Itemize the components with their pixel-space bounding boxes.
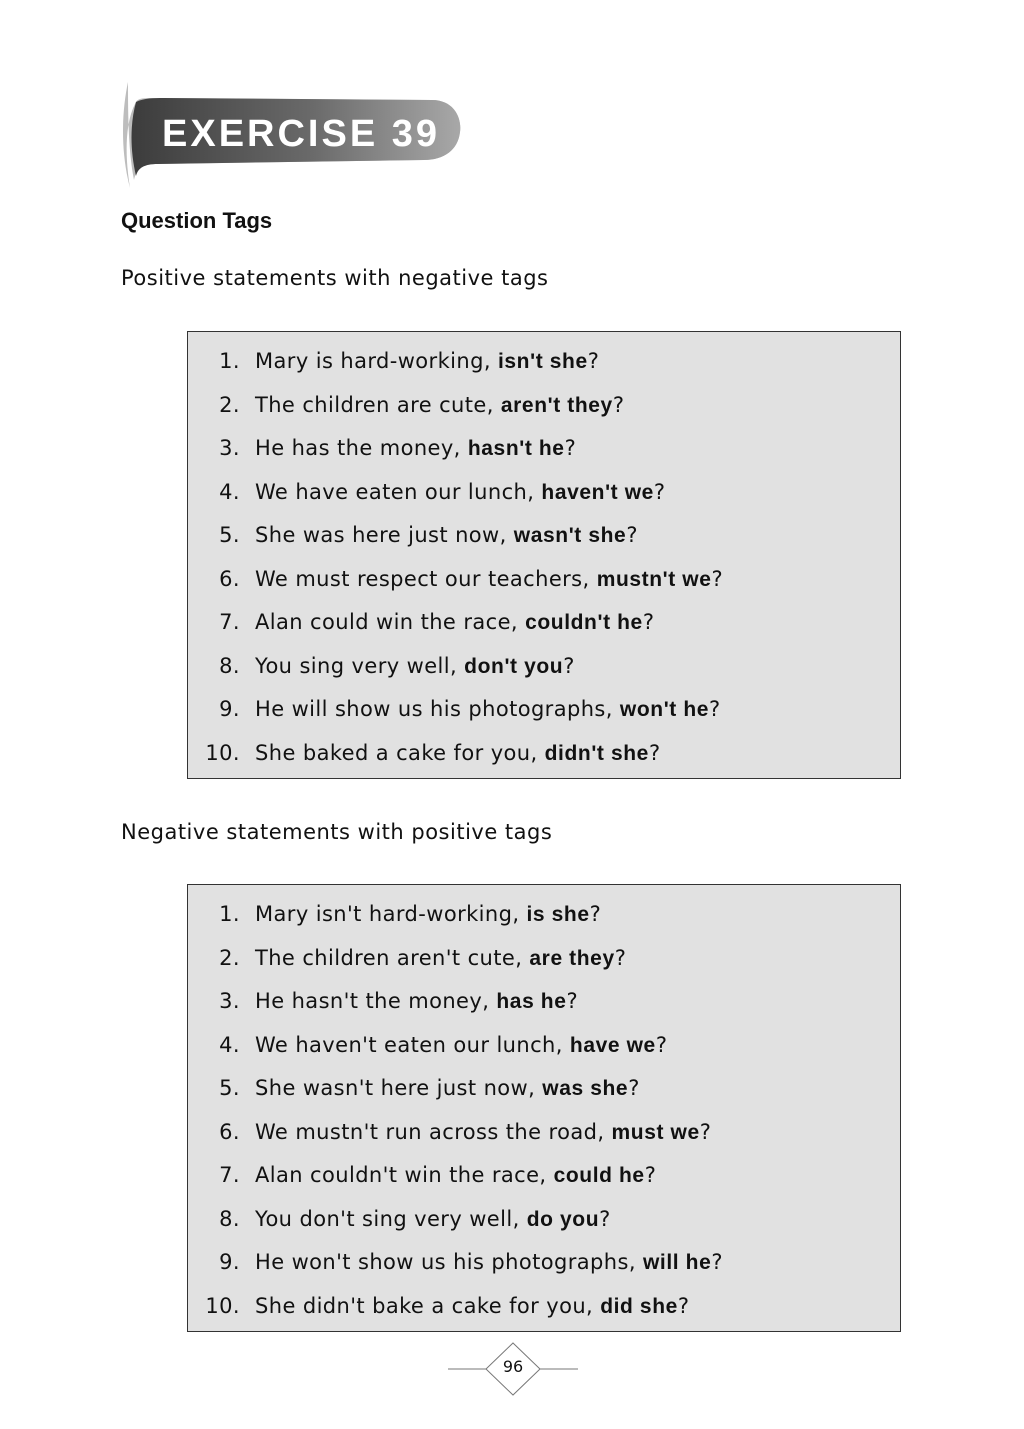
- item-number: 8.: [219, 653, 240, 678]
- list-item: [188, 433, 902, 463]
- question-tag: could he: [553, 1164, 645, 1187]
- item-number: 7.: [219, 1163, 240, 1187]
- item-sentence: [255, 433, 576, 464]
- question-mark: ?: [709, 697, 721, 721]
- question-tag: mustn't we: [596, 567, 712, 591]
- item-number: 9.: [219, 697, 240, 721]
- list-item: [188, 651, 902, 681]
- question-mark: ?: [653, 479, 666, 504]
- statement-text: We haven't eaten our lunch,: [255, 1032, 570, 1057]
- item-sentence: [255, 1073, 640, 1104]
- list-item: [188, 694, 902, 724]
- question-mark: ?: [677, 1293, 690, 1318]
- item-sentence: [255, 477, 665, 508]
- question-mark: ?: [699, 1119, 712, 1144]
- question-mark: ?: [566, 989, 579, 1013]
- question-mark: ?: [564, 436, 577, 460]
- positive-tags-box: [187, 331, 901, 779]
- statement-text: You sing very well,: [255, 653, 465, 678]
- question-mark: ?: [587, 349, 600, 373]
- question-tag: must we: [611, 1120, 700, 1144]
- statement-text: Alan couldn't win the race,: [255, 1163, 554, 1187]
- page-number: 96: [502, 1357, 524, 1376]
- list-item: [188, 477, 902, 507]
- statement-text: We mustn't run across the road,: [255, 1119, 612, 1144]
- statement-text: You don't sing very well,: [255, 1206, 527, 1231]
- list-item: [188, 1204, 902, 1234]
- item-sentence: [255, 694, 721, 725]
- item-number: 6.: [219, 1119, 240, 1144]
- question-mark: ?: [644, 1163, 657, 1187]
- question-tag: don't you: [464, 654, 564, 678]
- question-mark: ?: [628, 1076, 640, 1100]
- question-tag: aren't they: [500, 393, 613, 417]
- question-tag: is she: [526, 903, 590, 926]
- item-sentence: [255, 1291, 689, 1322]
- question-tag: couldn't he: [525, 611, 643, 634]
- item-number: 4.: [219, 1032, 240, 1057]
- list-item: [188, 1117, 902, 1147]
- list-item: [188, 1160, 902, 1190]
- statement-text: We must respect our teachers,: [255, 566, 597, 591]
- item-number: 2.: [219, 392, 240, 417]
- statement-text: Mary isn't hard-working,: [255, 902, 527, 926]
- list-item: [188, 1073, 902, 1103]
- statement-text: She baked a cake for you,: [255, 740, 545, 765]
- question-tag: did she: [600, 1294, 678, 1318]
- question-tag: have we: [569, 1033, 656, 1057]
- item-number: 2.: [219, 945, 240, 970]
- statement-text: She didn't bake a cake for you,: [255, 1293, 601, 1318]
- question-tag: didn't she: [544, 741, 649, 765]
- list-item: [188, 607, 902, 637]
- question-tag: won't he: [619, 698, 710, 721]
- item-sentence: [255, 986, 578, 1017]
- list-item: [188, 1030, 902, 1060]
- negative-heading: Negative statements with positive tags: [121, 820, 553, 844]
- list-item: [188, 346, 902, 376]
- item-sentence: [255, 607, 654, 638]
- exercise-title: EXERCISE 39: [162, 113, 440, 155]
- item-sentence: [255, 1030, 667, 1061]
- question-tag: isn't she: [497, 350, 588, 373]
- item-sentence: [255, 390, 624, 421]
- statement-text: We have eaten our lunch,: [255, 479, 542, 504]
- statement-text: He won't show us his photographs,: [255, 1250, 643, 1274]
- list-item: [188, 1247, 902, 1277]
- item-number: 7.: [219, 610, 240, 634]
- question-tag: haven't we: [541, 480, 654, 504]
- item-number: 10.: [205, 1293, 240, 1318]
- question-mark: ?: [642, 610, 655, 634]
- statement-text: She wasn't here just now,: [255, 1076, 543, 1100]
- question-tag: are they: [529, 946, 615, 970]
- statement-text: He will show us his photographs,: [255, 697, 620, 721]
- list-item: [188, 986, 902, 1016]
- list-item: [188, 520, 902, 550]
- item-number: 10.: [205, 740, 240, 765]
- statement-text: He hasn't the money,: [255, 989, 497, 1013]
- question-tag: hasn't he: [467, 437, 565, 460]
- statement-text: He has the money,: [255, 436, 468, 460]
- page-number-ornament: [448, 1342, 578, 1396]
- item-number: 9.: [219, 1250, 240, 1274]
- item-number: 1.: [219, 902, 240, 926]
- section-title: Question Tags: [121, 208, 273, 233]
- question-tag: wasn't she: [513, 524, 627, 547]
- statement-text: The children are cute,: [255, 392, 501, 417]
- statement-text: The children aren't cute,: [255, 945, 530, 970]
- exercise-banner: [114, 80, 464, 190]
- question-mark: ?: [589, 902, 602, 926]
- question-tag: has he: [496, 990, 567, 1013]
- item-sentence: [255, 1247, 723, 1278]
- question-mark: ?: [612, 392, 625, 417]
- list-item: [188, 1291, 902, 1321]
- positive-heading: Positive statements with negative tags: [121, 266, 549, 290]
- list-item: [188, 899, 902, 929]
- item-number: 1.: [219, 349, 240, 373]
- question-mark: ?: [648, 740, 661, 765]
- question-tag: do you: [526, 1207, 600, 1231]
- item-number: 3.: [219, 436, 240, 460]
- question-mark: ?: [655, 1032, 668, 1057]
- statement-text: She was here just now,: [255, 523, 514, 547]
- statement-text: Alan could win the race,: [255, 610, 526, 634]
- item-sentence: [255, 346, 599, 377]
- item-number: 3.: [219, 989, 240, 1013]
- question-mark: ?: [563, 653, 575, 678]
- question-tag: will he: [642, 1251, 712, 1274]
- question-mark: ?: [614, 945, 627, 970]
- list-item: [188, 390, 902, 420]
- item-sentence: [255, 1117, 711, 1148]
- question-mark: ?: [711, 1250, 723, 1274]
- item-sentence: [255, 651, 575, 682]
- item-sentence: [255, 520, 638, 551]
- list-item: [188, 738, 902, 768]
- item-number: 5.: [219, 1076, 240, 1100]
- question-mark: ?: [711, 566, 724, 591]
- item-sentence: [255, 899, 601, 930]
- statement-text: Mary is hard-working,: [255, 349, 498, 373]
- item-sentence: [255, 564, 723, 595]
- question-mark: ?: [599, 1206, 611, 1231]
- item-number: 4.: [219, 479, 240, 504]
- item-sentence: [255, 943, 626, 974]
- item-number: 8.: [219, 1206, 240, 1231]
- item-number: 5.: [219, 523, 240, 547]
- item-sentence: [255, 738, 661, 769]
- list-item: [188, 943, 902, 973]
- item-number: 6.: [219, 566, 240, 591]
- negative-tags-box: [187, 884, 901, 1332]
- question-mark: ?: [626, 523, 638, 547]
- list-item: [188, 564, 902, 594]
- question-tag: was she: [542, 1077, 629, 1100]
- item-sentence: [255, 1160, 656, 1191]
- item-sentence: [255, 1204, 611, 1235]
